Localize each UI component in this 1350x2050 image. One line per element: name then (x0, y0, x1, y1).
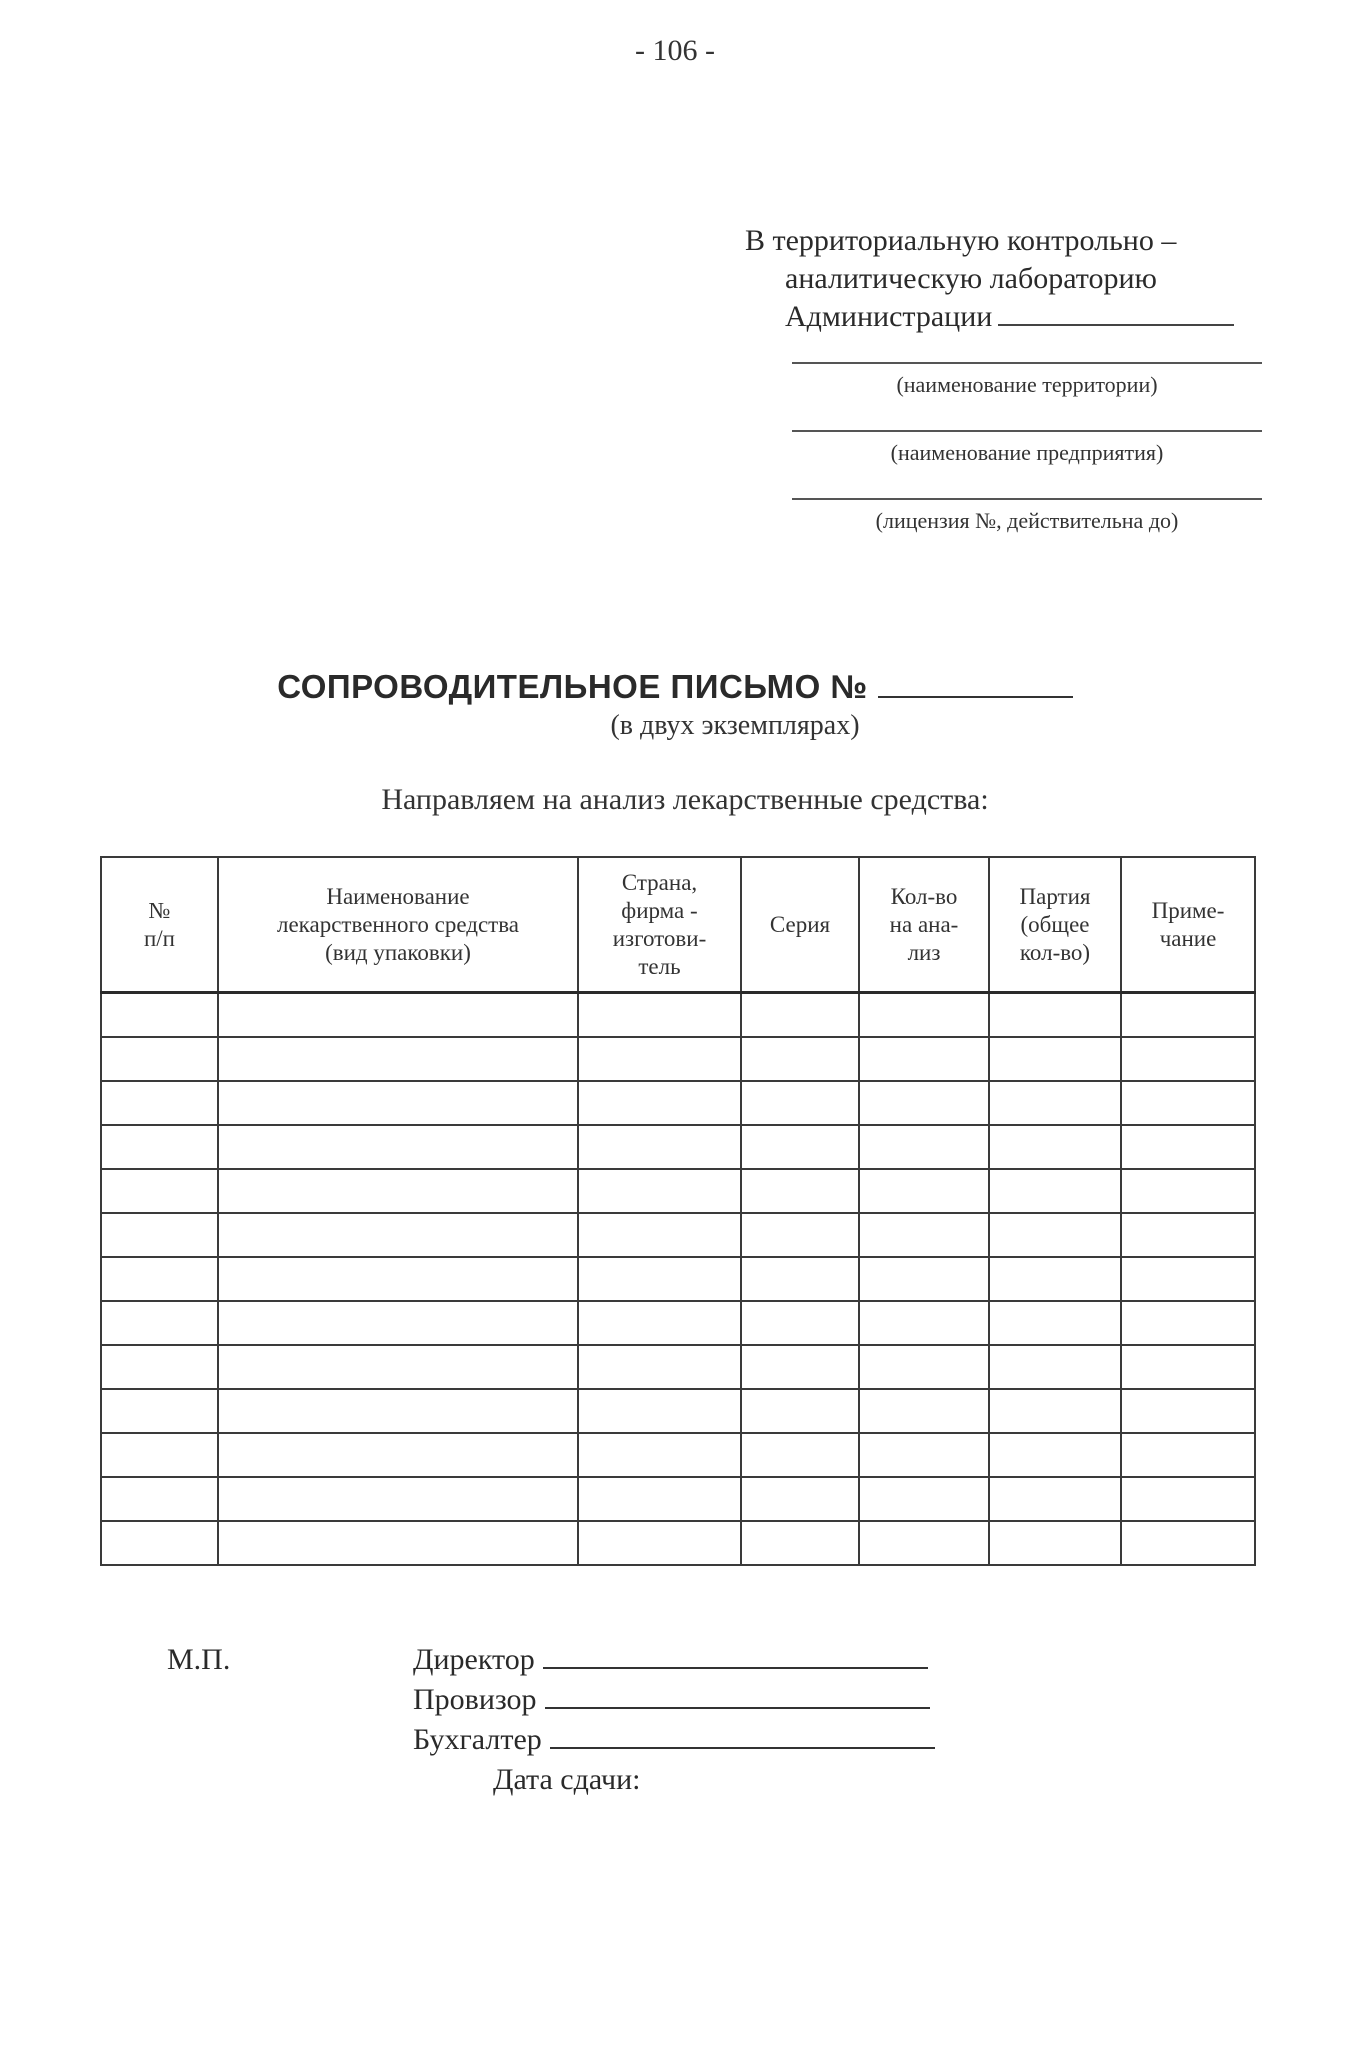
table-cell[interactable] (741, 1477, 859, 1521)
document-subtitle: (в двух экземплярах) (610, 710, 860, 741)
territory-caption: (наименование территории) (896, 372, 1158, 397)
table-cell[interactable] (989, 1433, 1121, 1477)
table-cell[interactable] (989, 1037, 1121, 1081)
table-cell[interactable] (989, 1169, 1121, 1213)
table-cell[interactable] (1121, 1477, 1255, 1521)
table-cell[interactable] (1121, 1213, 1255, 1257)
table-cell[interactable] (101, 1389, 218, 1433)
table-cell[interactable] (741, 1125, 859, 1169)
table-cell[interactable] (859, 1169, 989, 1213)
table-cell[interactable] (578, 1301, 741, 1345)
table-cell[interactable] (101, 1433, 218, 1477)
table-cell[interactable] (101, 1169, 218, 1213)
table-cell[interactable] (578, 1345, 741, 1389)
pharmacist-label: Провизор (413, 1683, 537, 1716)
table-cell[interactable] (578, 1389, 741, 1433)
table-row (101, 1433, 1255, 1477)
table-cell[interactable] (218, 1257, 578, 1301)
accountant-label: Бухгалтер (413, 1723, 542, 1756)
territory-field[interactable] (792, 362, 1262, 364)
letter-number-field[interactable] (878, 670, 1073, 698)
table-cell[interactable] (218, 1081, 578, 1125)
table-cell[interactable] (859, 1081, 989, 1125)
table-cell[interactable] (859, 1477, 989, 1521)
table-cell[interactable] (218, 1345, 578, 1389)
table-row (101, 1521, 1255, 1565)
director-row (413, 1640, 928, 1680)
table-cell[interactable] (741, 1345, 859, 1389)
table-cell[interactable] (989, 1345, 1121, 1389)
table-cell[interactable] (859, 1345, 989, 1389)
director-signature-field[interactable] (543, 1641, 928, 1669)
table-cell[interactable] (1121, 1169, 1255, 1213)
table-cell[interactable] (989, 1081, 1121, 1125)
table-cell[interactable] (859, 1213, 989, 1257)
director-label: Директор (413, 1643, 535, 1676)
table-cell[interactable] (101, 1213, 218, 1257)
table-cell[interactable] (1121, 1037, 1255, 1081)
table-cell[interactable] (101, 1257, 218, 1301)
table-cell[interactable] (218, 1037, 578, 1081)
header-note: Приме- чание (1121, 857, 1255, 993)
table-row (101, 1389, 1255, 1433)
table-cell[interactable] (578, 1433, 741, 1477)
table-cell[interactable] (101, 1521, 218, 1565)
table-header-row (101, 857, 1255, 993)
table-cell[interactable] (741, 1301, 859, 1345)
table-cell[interactable] (1121, 1125, 1255, 1169)
table-cell[interactable] (578, 1213, 741, 1257)
table-cell[interactable] (1121, 1389, 1255, 1433)
table-cell[interactable] (578, 1125, 741, 1169)
table-row (101, 1257, 1255, 1301)
administration-field[interactable] (998, 298, 1234, 326)
table-cell[interactable] (578, 1037, 741, 1081)
table-cell[interactable] (989, 1389, 1121, 1433)
table-cell[interactable] (578, 1169, 741, 1213)
page-number: - 106 - (635, 34, 715, 67)
table-cell[interactable] (101, 1345, 218, 1389)
table-cell[interactable] (101, 1037, 218, 1081)
table-cell[interactable] (1121, 1521, 1255, 1565)
table-cell[interactable] (989, 1521, 1121, 1565)
intro-text: Направляем на анализ лекарственные средства: (381, 783, 989, 816)
table-cell[interactable] (859, 1521, 989, 1565)
table-cell[interactable] (1121, 1433, 1255, 1477)
header-quantity: Кол-во на ана- лиз (859, 857, 989, 993)
table-cell[interactable] (741, 1389, 859, 1433)
table-row (101, 1037, 1255, 1081)
administration-label: Администрации (785, 300, 993, 333)
accountant-signature-field[interactable] (550, 1721, 935, 1749)
table-cell[interactable] (101, 1125, 218, 1169)
table-cell[interactable] (859, 1257, 989, 1301)
table-cell[interactable] (218, 1169, 578, 1213)
table-row (101, 1169, 1255, 1213)
enterprise-field[interactable] (792, 430, 1262, 432)
stamp-place-label: М.П. (167, 1643, 231, 1676)
table-cell[interactable] (1121, 993, 1255, 1038)
table-cell[interactable] (741, 1433, 859, 1477)
table-cell[interactable] (989, 1477, 1121, 1521)
table-cell[interactable] (218, 1389, 578, 1433)
table-cell[interactable] (741, 1081, 859, 1125)
table-row (101, 993, 1255, 1038)
table-row (101, 1213, 1255, 1257)
table-cell[interactable] (101, 1301, 218, 1345)
table-cell[interactable] (1121, 1081, 1255, 1125)
table-cell[interactable] (578, 1081, 741, 1125)
table-cell[interactable] (578, 993, 741, 1038)
table-body (101, 993, 1255, 1566)
table-cell[interactable] (741, 1169, 859, 1213)
table-cell[interactable] (218, 993, 578, 1038)
license-caption: (лицензия №, действительна до) (875, 508, 1179, 533)
table-cell[interactable] (101, 1081, 218, 1125)
addressee-line-2: аналитическую лабораторию (785, 262, 1157, 295)
document-title (0, 668, 1350, 706)
table-cell[interactable] (1121, 1301, 1255, 1345)
table-cell[interactable] (218, 1433, 578, 1477)
table-cell[interactable] (741, 1257, 859, 1301)
table-row (101, 1081, 1255, 1125)
addressee-line-1: В территориальную контрольно – (745, 224, 1177, 257)
table-cell[interactable] (741, 993, 859, 1038)
accountant-row (413, 1720, 935, 1760)
submission-date-label: Дата сдачи: (493, 1763, 641, 1796)
table-cell[interactable] (859, 1301, 989, 1345)
table-cell[interactable] (989, 1125, 1121, 1169)
header-series: Серия (741, 857, 859, 993)
addressee-line-3 (745, 298, 1265, 336)
table-row (101, 1301, 1255, 1345)
table-cell[interactable] (578, 1477, 741, 1521)
table-cell[interactable] (859, 1433, 989, 1477)
table-cell[interactable] (741, 1521, 859, 1565)
table-cell[interactable] (989, 993, 1121, 1038)
table-cell[interactable] (989, 1257, 1121, 1301)
table-cell[interactable] (101, 1477, 218, 1521)
medicines-table-container (100, 856, 1254, 1566)
license-field[interactable] (792, 498, 1262, 500)
table-cell[interactable] (218, 1477, 578, 1521)
table-cell[interactable] (218, 1125, 578, 1169)
header-batch: Партия (общее кол-во) (989, 857, 1121, 993)
table-cell[interactable] (741, 1037, 859, 1081)
table-cell[interactable] (859, 1125, 989, 1169)
header-number: № п/п (101, 857, 218, 993)
medicines-table (100, 856, 1256, 1566)
table-cell[interactable] (1121, 1345, 1255, 1389)
title-text: СОПРОВОДИТЕЛЬНОЕ ПИСЬМО № (277, 668, 868, 705)
pharmacist-row (413, 1680, 930, 1720)
table-cell[interactable] (859, 1389, 989, 1433)
table-cell[interactable] (989, 1301, 1121, 1345)
table-cell[interactable] (859, 1037, 989, 1081)
header-medicine-name: Наименование лекарственного средства (вид упаковки) (218, 857, 578, 993)
table-cell[interactable] (218, 1301, 578, 1345)
table-row (101, 1125, 1255, 1169)
table-cell[interactable] (218, 1521, 578, 1565)
table-cell[interactable] (989, 1213, 1121, 1257)
header-manufacturer: Страна, фирма - изготови- тель (578, 857, 741, 993)
table-cell[interactable] (859, 993, 989, 1038)
table-cell[interactable] (1121, 1257, 1255, 1301)
table-cell[interactable] (741, 1213, 859, 1257)
addressee-block (745, 222, 1265, 540)
table-cell[interactable] (101, 993, 218, 1038)
table-cell[interactable] (578, 1257, 741, 1301)
pharmacist-signature-field[interactable] (545, 1681, 930, 1709)
table-cell[interactable] (578, 1521, 741, 1565)
table-cell[interactable] (218, 1213, 578, 1257)
table-row (101, 1345, 1255, 1389)
enterprise-caption: (наименование предприятия) (890, 440, 1164, 465)
table-row (101, 1477, 1255, 1521)
